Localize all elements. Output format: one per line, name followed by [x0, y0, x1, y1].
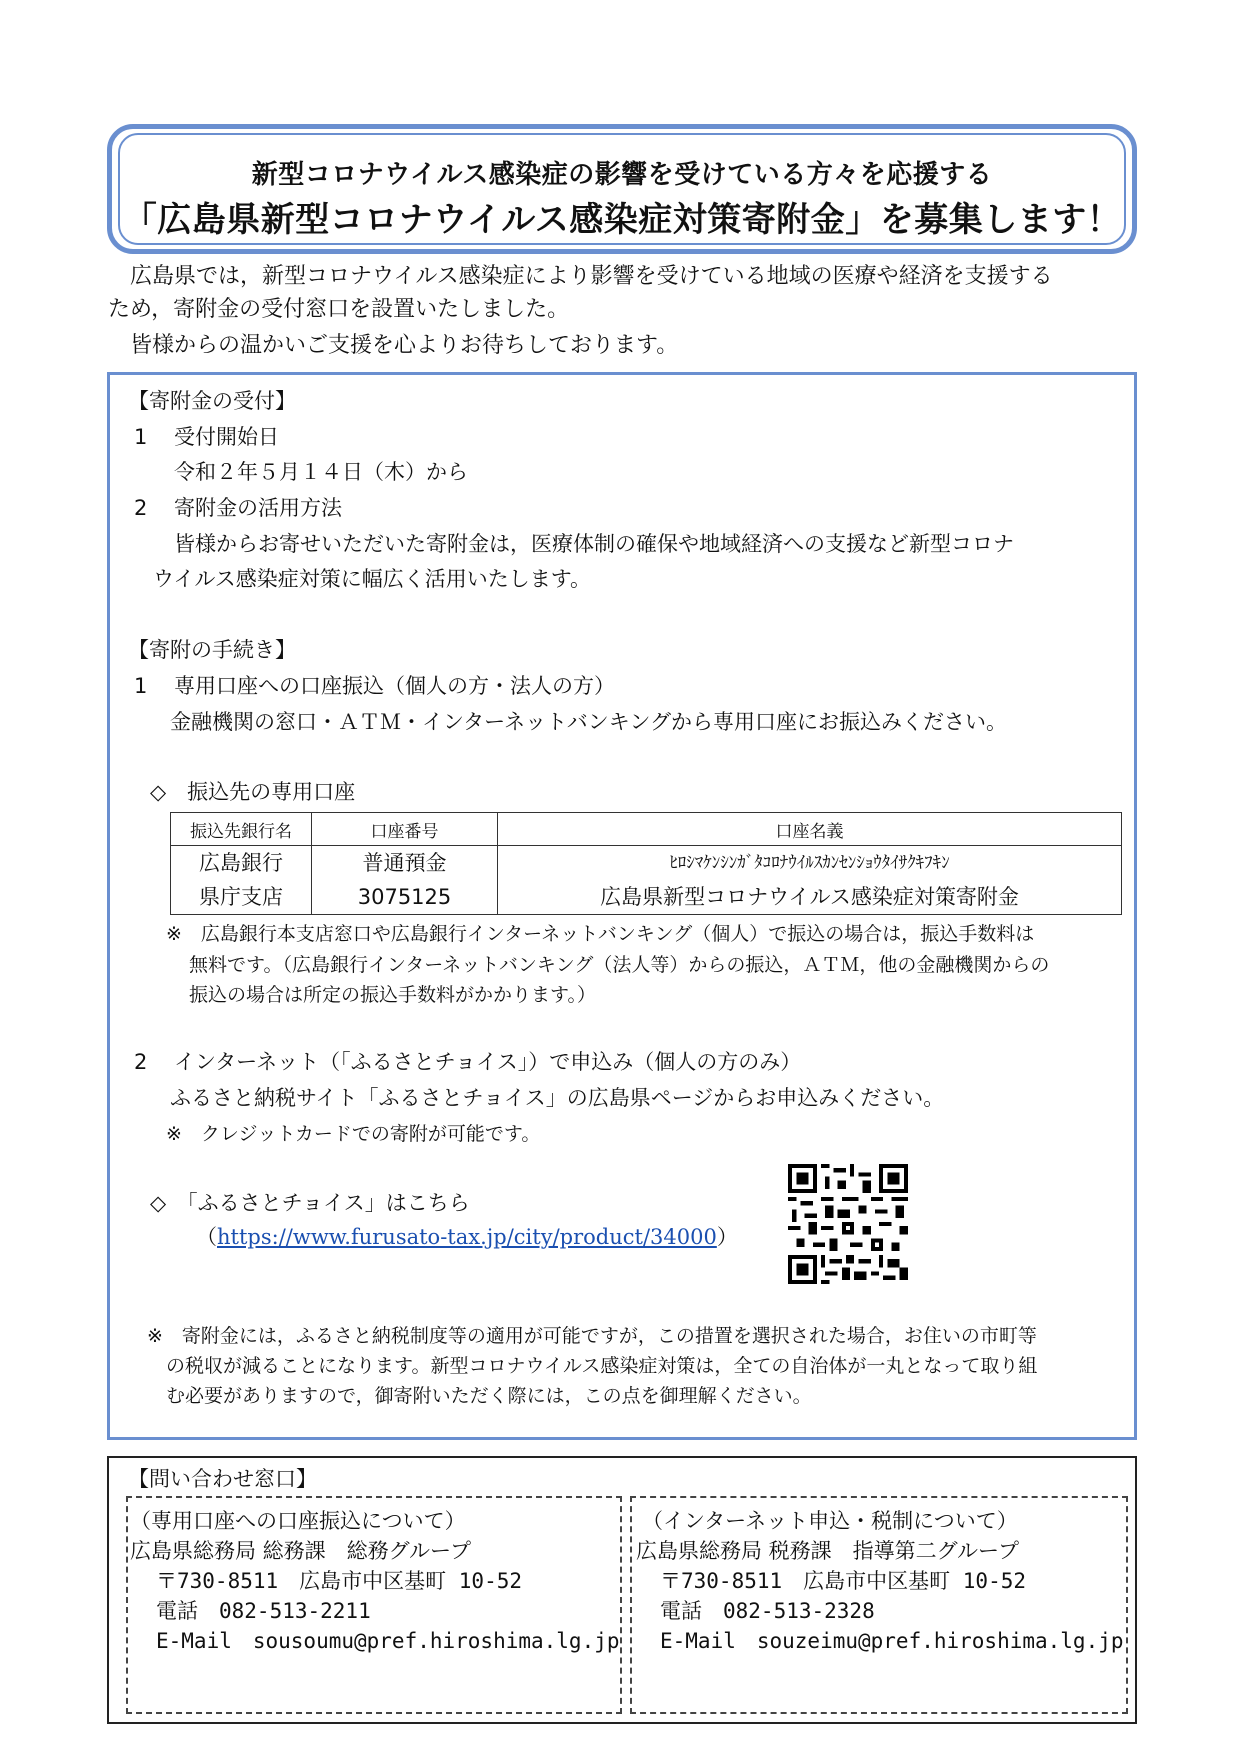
furusato-choice-label: ◇ 「ふるさとチョイス」はこちら	[150, 1191, 470, 1215]
fee-note-line-3: 振込の場合は所定の振込手数料がかかります。）	[189, 984, 596, 1006]
contact-right-email[interactable]: E-Mail souzeimu@pref.hiroshima.lg.jp	[660, 1629, 1124, 1653]
procedure-heading: 【寄附の手続き】	[128, 638, 296, 662]
account-heading: ◇ 振込先の専用口座	[150, 780, 356, 804]
tax-note-line-3: む必要がありますので，御寄附いただく際には，この点を御理解ください。	[166, 1385, 812, 1407]
contact-left-phone: 電話 082-513-2211	[156, 1599, 371, 1623]
contact-left-email[interactable]: E-Mail sousoumu@pref.hiroshima.lg.jp	[156, 1629, 620, 1653]
intro-line-2: ため，寄附金の受付窓口を設置いたしました。	[108, 297, 570, 322]
account-number: 3075125	[357, 885, 452, 909]
contact-right-dept: 広島県総務局 税務課 指導第二グループ	[636, 1539, 1019, 1563]
intro-line-1: 広島県では，新型コロナウイルス感染症により影響を受けている地域の医療や経済を支援する	[130, 264, 1053, 289]
link-paren-open: （	[196, 1225, 217, 1249]
furusato-choice-link[interactable]: https://www.furusato-tax.jp/city/product/34000	[217, 1225, 717, 1249]
fee-note-line-2: 無料です。（広島銀行インターネットバンキング（法人等）からの振込，ＡＴＭ，他の金融機関からの	[189, 954, 1050, 976]
contact-right-address: 〒730-8511 広島市中区基町 10-52	[660, 1569, 1027, 1593]
branch-name: 県庁支店	[199, 885, 283, 909]
page-title: 「広島県新型コロナウイルス感染症対策寄附金」を募集します！	[122, 200, 1122, 240]
table-header-holder: 口座名義	[498, 813, 1122, 846]
procedure-item1-number: 1	[134, 674, 148, 698]
contact-right-topic: （インターネット申込・税制について）	[642, 1509, 1018, 1533]
contact-heading: 【問い合わせ窓口】	[128, 1467, 317, 1491]
tax-note-line-2: の税収が減ることになります。新型コロナウイルス感染症対策は，全ての自治体が一丸となって取り組	[166, 1355, 1038, 1377]
intro-line-3: 皆様からの温かいご支援を心よりお待ちしております。	[130, 333, 679, 358]
contact-left-topic: （専用口座への口座振込について）	[130, 1509, 466, 1533]
furusato-choice-link-line	[196, 1224, 738, 1250]
procedure-item2-text: ふるさと納税サイト「ふるさとチョイス」の広島県ページからお申込みください。	[170, 1086, 945, 1110]
bank-cell	[171, 846, 312, 915]
procedure-item2-label: インターネット（「ふるさとチョイス」）で申込み（個人の方のみ）	[174, 1050, 802, 1074]
contact-right-phone: 電話 082-513-2328	[660, 1599, 875, 1623]
receipt-item2-label: 寄附金の活用方法	[174, 496, 342, 520]
account-type: 普通預金	[362, 851, 447, 875]
procedure-item1-label: 専用口座への口座振込（個人の方・法人の方）	[174, 674, 615, 698]
credit-card-note: ※ クレジットカードでの寄附が可能です。	[166, 1123, 541, 1145]
contact-left-address: 〒730-8511 広島市中区基町 10-52	[156, 1569, 523, 1593]
link-paren-close: ）	[716, 1225, 738, 1249]
table-header-number: 口座番号	[312, 813, 498, 846]
receipt-start-date: 令和２年５月１４日（木）から	[174, 460, 468, 484]
account-number-cell	[312, 846, 498, 915]
account-holder-kana: ﾋﾛｼﾏｹﾝｼﾝｶﾞﾀｺﾛﾅｳｲﾙｽｶﾝｾﾝｼｮｳﾀｲｻｸｷﾌｷﾝ	[669, 853, 950, 873]
receipt-heading: 【寄附金の受付】	[128, 389, 296, 413]
fee-note-line-1: ※ 広島銀行本支店窓口や広島銀行インターネットバンキング（個人）で振込の場合は，振込手数料は	[166, 923, 1035, 945]
account-holder-name: 広島県新型コロナウイルス感染症対策寄附金	[600, 885, 1019, 909]
title-subtitle: 新型コロナウイルス感染症の影響を受けている方々を応援する	[251, 160, 993, 190]
receipt-usage-line-1: 皆様からお寄せいただいた寄附金は，医療体制の確保や地域経済への支援など新型コロナ	[174, 532, 1014, 556]
table-header-bank: 振込先銀行名	[171, 813, 312, 846]
receipt-item2-number: 2	[134, 496, 148, 520]
qr-code-image[interactable]	[788, 1164, 908, 1284]
receipt-item1-number: 1	[134, 425, 148, 449]
contact-left-dept: 広島県総務局 総務課 総務グループ	[130, 1539, 471, 1563]
procedure-item1-text: 金融機関の窓口・ＡＴＭ・インターネットバンキングから専用口座にお振込みください。	[170, 710, 1008, 734]
tax-note-line-1: ※ 寄附金には，ふるさと納税制度等の適用が可能ですが，この措置を選択された場合，お住いの市町等	[147, 1325, 1037, 1347]
receipt-item1-label: 受付開始日	[174, 425, 279, 449]
receipt-usage-line-2: ウイルス感染症対策に幅広く活用いたします。	[153, 567, 592, 591]
procedure-item2-number: 2	[134, 1050, 148, 1074]
bank-name: 広島銀行	[199, 851, 283, 875]
bank-account-table	[170, 812, 1122, 915]
account-holder-cell	[498, 846, 1122, 915]
